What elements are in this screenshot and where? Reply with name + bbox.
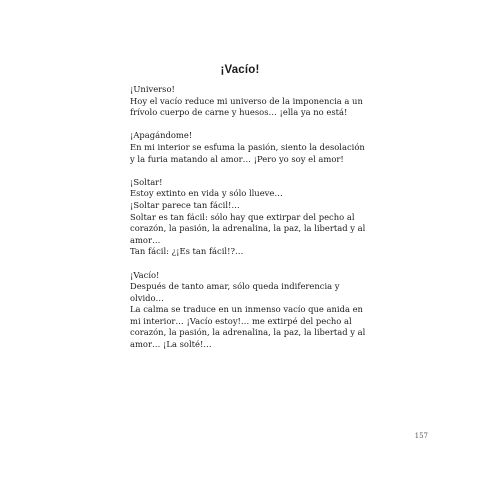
poem-line: amor… ¡La solté!… [130,339,212,350]
poem-line: y la furia matando al amor… ¡Pero yo soy el amor! [130,153,344,164]
poem-line: Tan fácil: ¿¡Es tan fácil!?… [130,246,244,257]
poem-title: ¡Vacío! [220,64,260,76]
poem-line: Hoy el vacío reduce mi universo de la imponencia a un [130,95,363,106]
stanza-apagandome [130,130,370,165]
page-number: 157 [414,432,428,440]
poem-line: ¡Soltar! [130,176,163,187]
poem-line: mi interior… ¡Vacío estoy!… me extirpé del pecho al [130,315,352,326]
poem-line: ¡Soltar parece tan fácil!… [130,199,240,210]
stanza-universo [130,84,370,119]
poem-body [130,84,370,362]
poem-line: La calma se traduce en un inmenso vacío que anida en [130,304,363,315]
poem-line: amor… [130,234,161,245]
poem-line: Después de tanto amar, sólo queda indiferencia y [130,281,340,292]
poem-line: ¡Vacío! [130,269,160,280]
poem-line: ¡Universo! [130,84,175,94]
poem-line: En mi interior se esfuma la pasión, siento la desolación [130,141,365,152]
poem-line: Soltar es tan fácil: sólo hay que extirpar del pecho al [130,211,355,222]
stanza-soltar [130,177,370,258]
poem-line: ¡Apagándome! [130,130,193,141]
poem-line: Estoy extinto en vida y sólo llueve… [130,188,283,199]
poem-line: corazón, la pasión, la adrenalina, la paz, la libertad y al [130,327,366,338]
poem-line: olvido… [130,292,164,303]
poem-line: frívolo cuerpo de carne y huesos… ¡ella ya no está! [130,107,348,118]
stanza-vacio [130,270,370,351]
poem-line: corazón, la pasión, la adrenalina, la paz, la libertad y al [130,223,366,234]
